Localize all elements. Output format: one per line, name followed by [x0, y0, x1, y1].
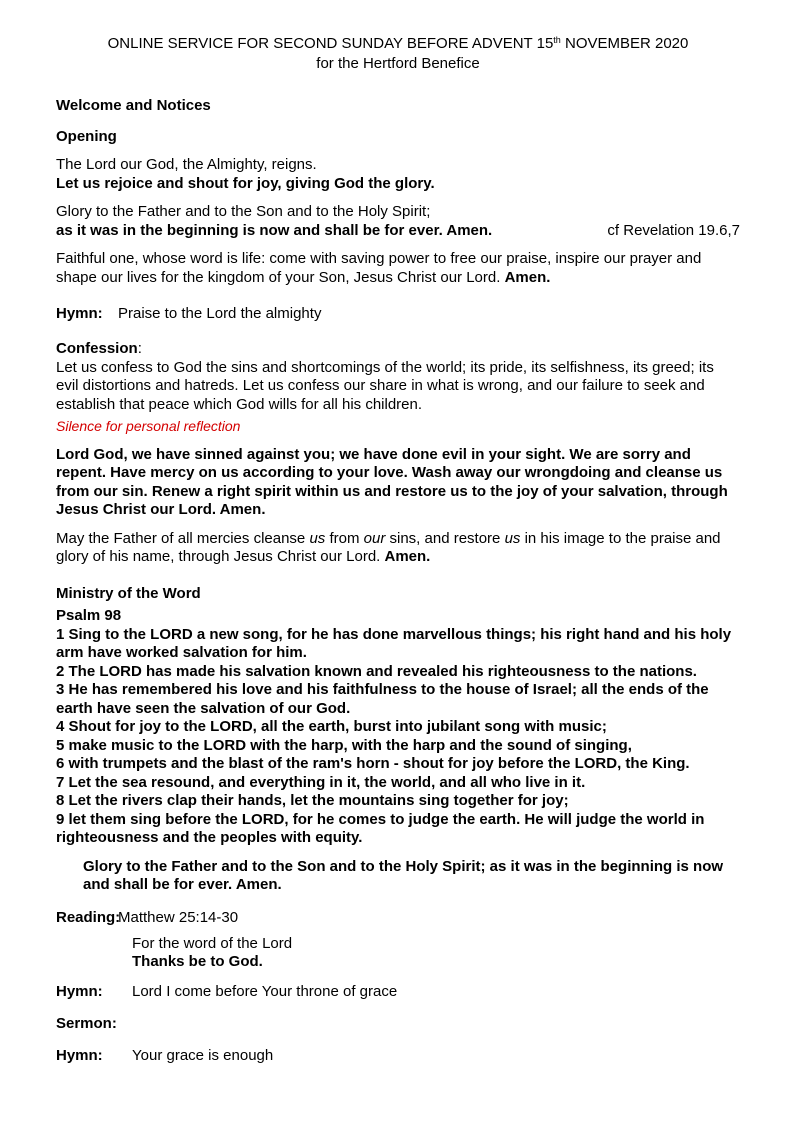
- absolution-text-4: in his image to the praise and glory of his name, through Jesus Christ our Lord.: [56, 529, 721, 565]
- title-ordinal: th: [553, 35, 561, 45]
- absolution-text-3: sins, and restore: [385, 529, 505, 547]
- hymn-3-title: Your grace is enough: [132, 1046, 274, 1064]
- sermon-label: Sermon:: [56, 1014, 117, 1032]
- psalm-verse: 9 let them sing before the LORD, for he comes to judge the earth. He will judge the world in righteousness and the peoples with equity.: [56, 810, 705, 846]
- confession-prayer: Lord God, we have sinned against you; we have done evil in your sight. We are sorry and repent. Have mercy on us according to your love. Wash away our wrongdoing and cleanse us from our sin. Renew a right spirit within us and restore us to the joy of your salvation, through Jesus Christ our Lord. Amen.: [56, 445, 728, 518]
- confession-colon: :: [137, 340, 142, 357]
- silence-rubric: Silence for personal reflection: [56, 418, 241, 434]
- psalm-gloria: Glory to the Father and to the Son and to the Holy Spirit; as it was in the beginning is now and shall be for ever. Amen.: [83, 857, 724, 893]
- ministry-heading: Ministry of the Word: [56, 584, 201, 602]
- reading-reference: Matthew 25:14-30: [118, 908, 239, 926]
- hymn-1: [56, 305, 740, 322]
- reading-versicle: For the word of the Lord: [132, 934, 293, 952]
- absolution-us-1: us: [309, 529, 326, 547]
- psalm-verse: 4 Shout for joy to the LORD, all the earth, burst into jubilant song with music;: [56, 718, 607, 735]
- psalm-verses: [56, 626, 740, 848]
- reading-response: Thanks be to God.: [132, 953, 263, 970]
- document-subtitle: for the Hertford Benefice: [316, 55, 480, 72]
- document-title: [56, 34, 740, 54]
- hymn-2-label: Hymn:: [56, 982, 103, 1000]
- absolution-our: our: [363, 529, 386, 547]
- hymn-1-title: Praise to the Lord the almighty: [118, 305, 322, 322]
- confession-heading: Confession: [56, 340, 138, 357]
- absolution-text-2: from: [325, 529, 364, 547]
- psalm-verse: 7 Let the sea resound, and everything in it, the world, and all who live in it.: [56, 773, 586, 791]
- psalm-verse: 6 with trumpets and the blast of the ram's horn - shout for joy before the LORD, the King.: [56, 755, 690, 772]
- hymn-3: [56, 1047, 740, 1064]
- absolution: [56, 530, 740, 567]
- title-date: NOVEMBER 2020: [560, 35, 689, 52]
- opening-collect: [56, 250, 740, 287]
- psalm-verse: 5 make music to the LORD with the harp, with the harp and the sound of singing,: [56, 736, 632, 754]
- reading: [56, 909, 740, 926]
- gloria-versicle: Glory to the Father and to the Son and to the Holy Spirit;: [56, 203, 431, 220]
- confession-heading-line: [56, 340, 740, 359]
- collect-amen: Amen.: [504, 268, 551, 286]
- hymn-2-title: Lord I come before Your throne of grace: [132, 982, 398, 1000]
- welcome-heading: Welcome and Notices: [56, 97, 211, 114]
- confession-intro: Let us confess to God the sins and shortcomings of the world; its pride, its selfishness, its greed; its evil distortions and hatreds. Let us confess our share in what is wrong, and our failure to seek and establish that peace which God wills for all his children.: [56, 358, 714, 413]
- hymn-3-label: Hymn:: [56, 1046, 103, 1064]
- psalm-title: Psalm 98: [56, 607, 122, 624]
- absolution-amen: Amen.: [384, 548, 431, 565]
- opening-response: Let us rejoice and shout for joy, giving God the glory.: [56, 174, 435, 192]
- gloria-response: as it was in the beginning is now and shall be for ever. Amen.: [56, 221, 493, 239]
- gloria-response-row: [56, 222, 740, 241]
- opening-versicle: The Lord our God, the Almighty, reigns.: [56, 156, 317, 173]
- hymn-2: [56, 983, 740, 1000]
- psalm-verse: 1 Sing to the LORD a new song, for he has done marvellous things; his right hand and his holy arm have worked salvation for him.: [56, 625, 732, 661]
- scripture-reference: cf Revelation 19.6,7: [607, 221, 740, 239]
- hymn-1-label: Hymn:: [56, 305, 103, 322]
- collect-text: Faithful one, whose word is life: come with saving power to free our praise, inspire our prayer and shape our lives for the kingdom of your Son, Jesus Christ our Lord.: [56, 250, 702, 286]
- psalm-verse: 8 Let the rivers clap their hands, let the mountains sing together for joy;: [56, 792, 569, 809]
- psalm-verse: 2 The LORD has made his salvation known and revealed his righteousness to the nations.: [56, 662, 697, 680]
- title-text: ONLINE SERVICE FOR SECOND SUNDAY BEFORE ADVENT 15: [107, 35, 554, 52]
- absolution-text-1: May the Father of all mercies cleanse: [56, 529, 310, 547]
- opening-heading: Opening: [56, 127, 117, 145]
- reading-label: Reading:: [56, 908, 121, 926]
- sermon: [56, 1015, 740, 1032]
- service-sheet: [56, 34, 740, 1064]
- psalm-verse: 3 He has remembered his love and his faithfulness to the house of Israel; all the ends of the earth have seen the salvation of our God.: [56, 681, 709, 717]
- absolution-us-2: us: [504, 529, 521, 547]
